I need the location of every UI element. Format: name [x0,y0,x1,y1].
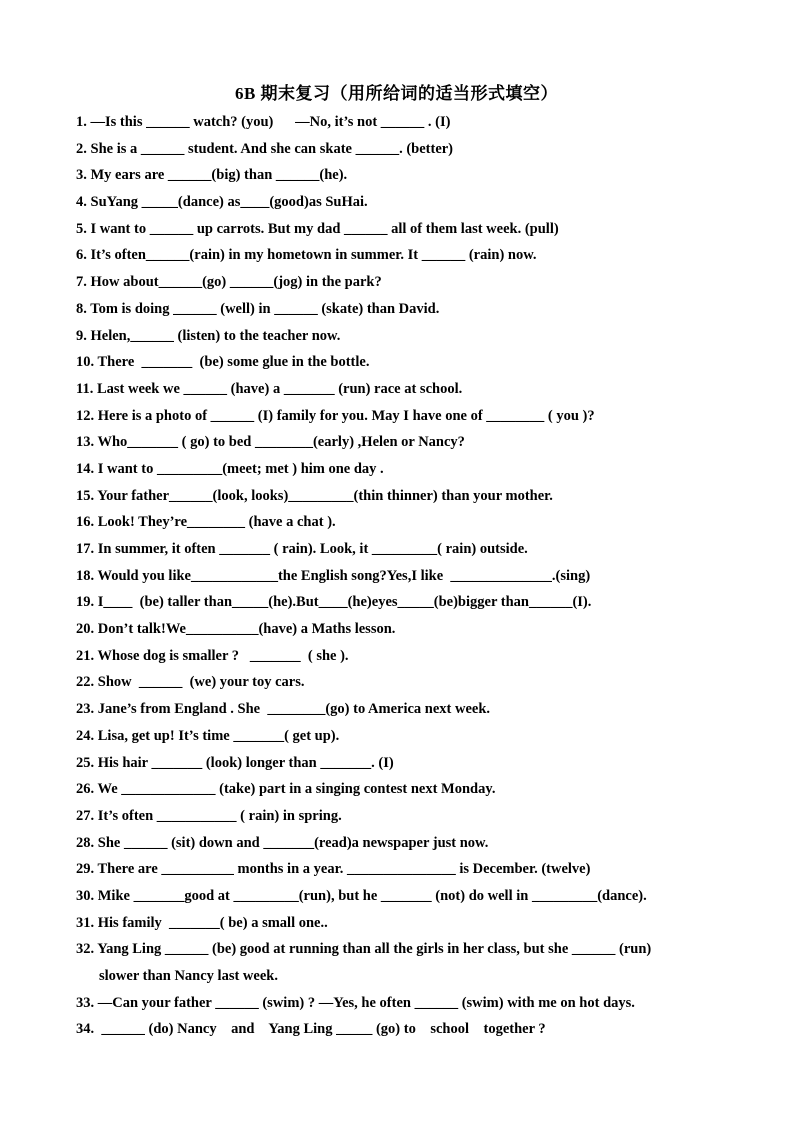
exercise-line: 26. We _____________ (take) part in a singing contest next Monday. [76,781,496,798]
exercise-list [76,109,736,1043]
exercise-line: 17. In summer, it often _______ ( rain). Look, it _________( rain) outside. [76,541,528,557]
exercise-line: 7. How about______(go) ______(jog) in the park? [76,274,382,291]
exercise-line: 16. Look! They’re________ (have a chat ). [76,514,336,531]
exercise-line: 31. His family _______( be) a small one.. [76,914,328,931]
exercise-line: 10. There _______ (be) some glue in the bottle. [76,354,370,371]
exercise-line: 30. Mike _______good at _________(run), but he _______ (not) do well in _________(dance). [76,887,647,904]
exercise-line: 18. Would you like____________the English song?Yes,I like ______________.(sing) [76,567,591,584]
exercise-line: slower than Nancy last week. [99,968,278,984]
exercise-line: 2. She is a ______ student. And she can skate ______. (better) [76,140,454,157]
exercise-line: 12. Here is a photo of ______ (I) family for you. May I have one of ________ ( you )? [76,407,595,424]
exercise-line: 27. It’s often ___________ ( rain) in spring. [76,807,342,824]
exercise-line: 34. ______ (do) Nancy and Yang Ling _____ (go) to school together ? [76,1021,546,1038]
exercise-line: 28. She ______ (sit) down and _______(read)a newspaper just now. [76,834,489,851]
exercise-line: 1. —Is this ______ watch? (you) —No, it’s not ______ . (I) [76,114,451,130]
exercise-line: 22. Show ______ (we) your toy cars. [76,674,305,691]
exercise-line: 32. Yang Ling ______ (be) good at running than all the girls in her class, but she ______ (run) [76,941,652,958]
exercise-line: 3. My ears are ______(big) than ______(he). [76,167,348,184]
exercise-line: 24. Lisa, get up! It’s time _______( get up). [76,727,340,744]
exercise-line: 9. Helen,______ (listen) to the teacher now. [76,327,341,344]
exercise-line: 29. There are __________ months in a year. _______________ is December. (twelve) [76,861,591,878]
exercise-line: 25. His hair _______ (look) longer than _______. (I) [76,754,394,771]
exercise-line: 8. Tom is doing ______ (well) in ______ (skate) than David. [76,300,440,317]
exercise-line: 19. I____ (be) taller than_____(he).But____(he)eyes_____(be)bigger than______(I). [76,594,592,611]
worksheet-title: 6B 期末复习（用所给词的适当形式填空） [234,84,559,103]
exercise-line: 14. I want to _________(meet; met ) him one day . [76,460,384,477]
exercise-line: 11. Last week we ______ (have) a _______ (run) race at school. [76,380,463,397]
exercise-line: 5. I want to ______ up carrots. But my dad ______ all of them last week. (pull) [76,220,559,237]
exercise-line: 33. —Can your father ______ (swim) ? —Yes, he often ______ (swim) with me on hot days. [76,994,635,1011]
exercise-line: 13. Who_______ ( go) to bed ________(early) ,Helen or Nancy? [76,434,465,451]
exercise-line: 15. Your father______(look, looks)_________(thin thinner) than your mother. [76,487,553,504]
exercise-line: 23. Jane’s from England . She ________(go) to America next week. [76,701,491,718]
exercise-line: 4. SuYang _____(dance) as____(good)as SuHai. [76,194,368,211]
exercise-line: 20. Don’t talk!We__________(have) a Maths lesson. [76,621,396,638]
exercise-line: 6. It’s often______(rain) in my hometown in summer. It ______ (rain) now. [76,247,537,264]
exercise-line: 21. Whose dog is smaller ? _______ ( she ). [76,647,349,664]
